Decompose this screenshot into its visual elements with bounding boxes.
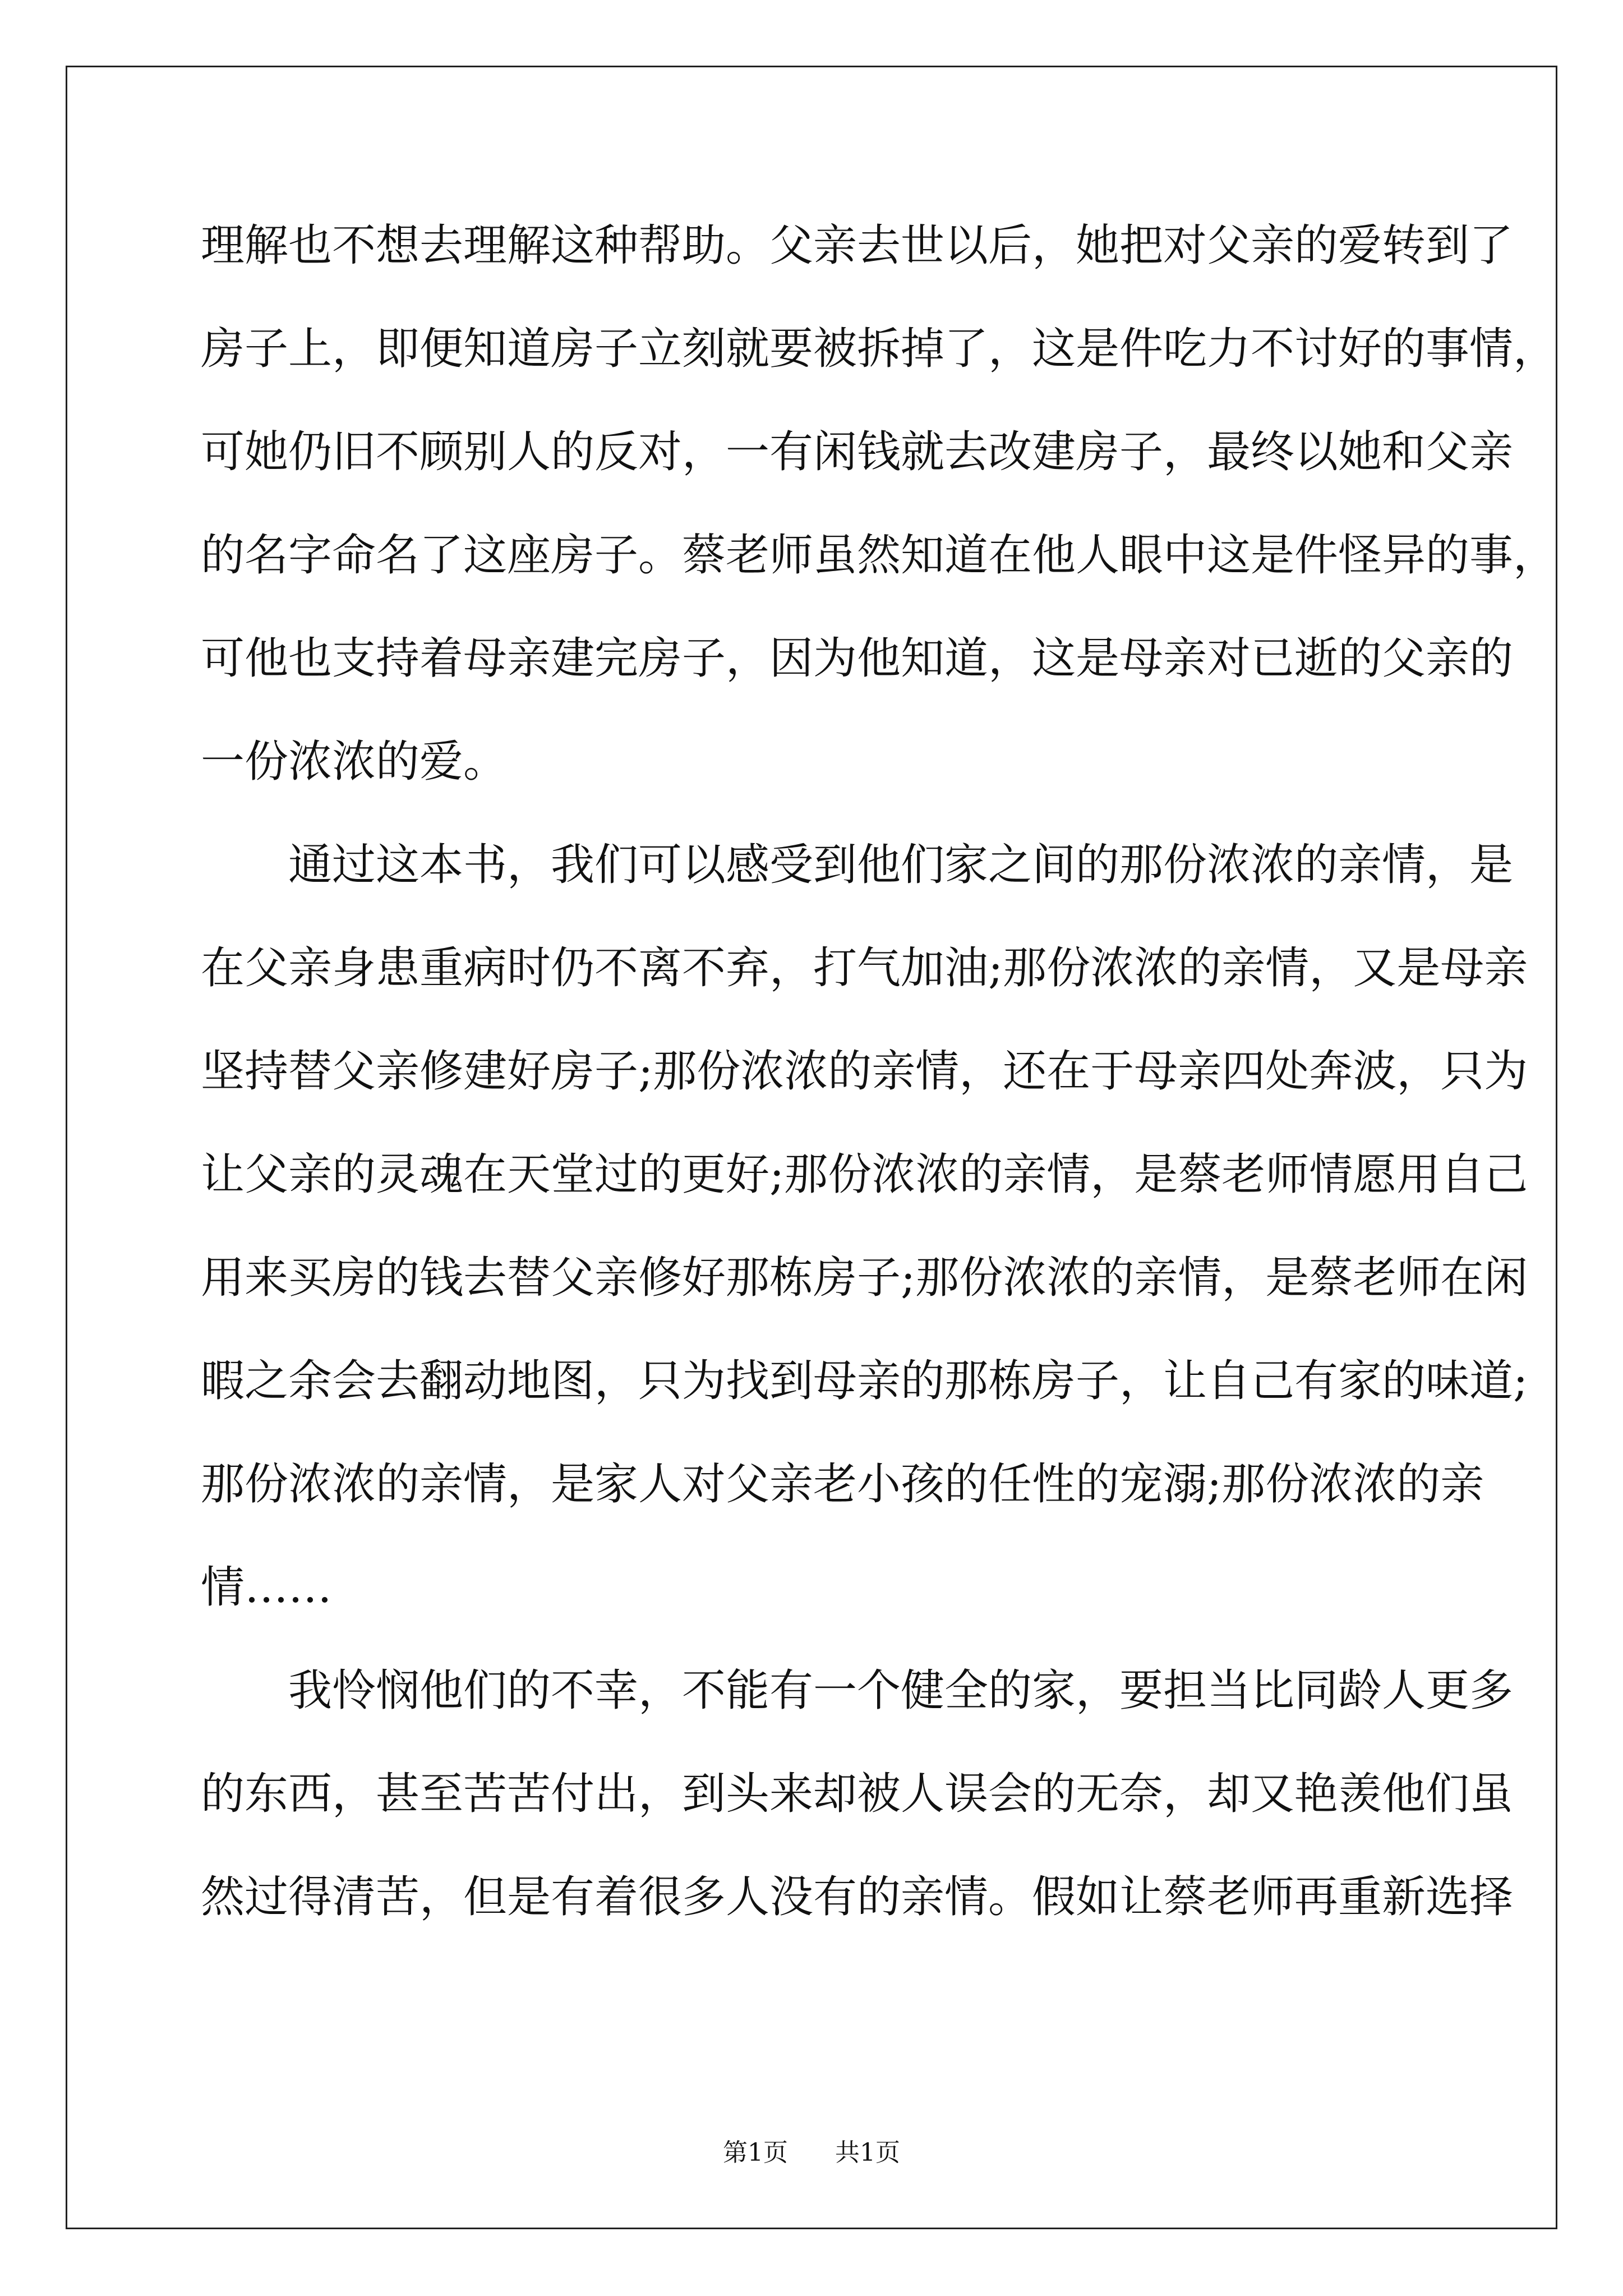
- text-line: 可他也支持着母亲建完房子，因为他知道，这是母亲对已逝的父亲的: [201, 633, 1514, 684]
- text-line: 让父亲的灵魂在天堂过的更好;那份浓浓的亲情，是蔡老师情愿用自己: [201, 1149, 1528, 1200]
- text-line: 然过得清苦，但是有着很多人没有的亲情。假如让蔡老师再重新选择: [201, 1872, 1514, 1922]
- text-line: 通过这本书，我们可以感受到他们家之间的那份浓浓的亲情，是: [201, 840, 1514, 890]
- text-line: 用来买房的钱去替父亲修好那栋房子;那份浓浓的亲情，是蔡老师在闲: [201, 1253, 1528, 1303]
- text-line: 可她仍旧不顾别人的反对，一有闲钱就去改建房子，最终以她和父亲: [201, 427, 1514, 477]
- page-number: 第1页: [723, 2138, 788, 2167]
- text-line: 我怜悯他们的不幸，不能有一个健全的家，要担当比同龄人更多: [201, 1665, 1514, 1716]
- page-total: 共1页: [835, 2138, 900, 2167]
- text-line: 暇之余会去翻动地图，只为找到母亲的那栋房子，让自己有家的味道;: [201, 1356, 1528, 1406]
- text-line: 在父亲身患重病时仍不离不弃，打气加油;那份浓浓的亲情，又是母亲: [201, 943, 1528, 993]
- text-line: 一份浓浓的爱。: [201, 737, 508, 787]
- text-line: 的名字命名了这座房子。蔡老师虽然知道在他人眼中这是件怪异的事，: [201, 530, 1557, 581]
- text-line: 的东西，甚至苦苦付出，到头来却被人误会的无奈，却又艳羡他们虽: [201, 1769, 1514, 1819]
- text-line: 坚持替父亲修建好房子;那份浓浓的亲情，还在于母亲四处奔波，只为: [201, 1046, 1528, 1097]
- page-footer: [0, 2136, 1623, 2170]
- text-line: 房子上，即便知道房子立刻就要被拆掉了，这是件吃力不讨好的事情，: [201, 324, 1557, 374]
- text-line: 情……: [201, 1562, 333, 1613]
- text-line: 那份浓浓的亲情，是家人对父亲老小孩的任性的宠溺;那份浓浓的亲: [201, 1459, 1484, 1510]
- document-body: [201, 194, 1557, 1949]
- text-line: 理解也不想去理解这种帮助。父亲去世以后，她把对父亲的爱转到了: [201, 220, 1514, 271]
